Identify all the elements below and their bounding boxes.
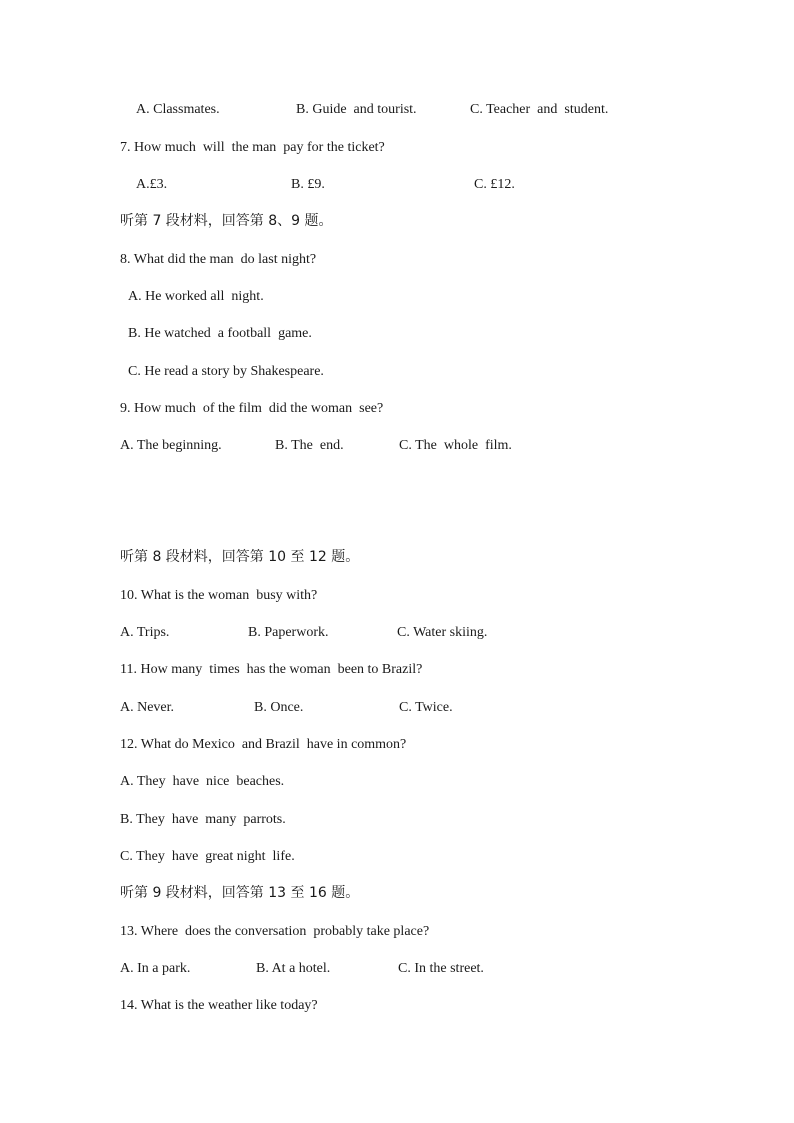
q8-question: 8. What did the man do last night? (120, 252, 317, 267)
q7-option-a: A.£3. (136, 177, 168, 192)
q12-option-c: C. They have great night life. (120, 849, 295, 864)
q14-question: 14. What is the weather like today? (120, 998, 318, 1013)
q11-option-a: A. Never. (120, 700, 175, 715)
q10-option-b: B. Paperwork. (248, 625, 329, 640)
q12-option-a: A. They have nice beaches. (120, 774, 285, 789)
q9-option-c: C. The whole film. (399, 438, 512, 453)
section-8-heading: 听第 8 段材料，回答第 10 至 12 题。 (120, 549, 360, 565)
q7-question: 7. How much will the man pay for the ticket? (120, 140, 385, 155)
q9-question: 9. How much of the film did the woman see? (120, 401, 384, 416)
q7-option-b: B. £9. (291, 177, 325, 192)
q9-option-b: B. The end. (275, 438, 344, 453)
q12-option-b: B. They have many parrots. (120, 812, 286, 827)
q6-option-a: A. Classmates. (136, 102, 220, 117)
q13-question: 13. Where does the conversation probably take place? (120, 924, 430, 939)
section-7-heading: 听第 7 段材料，回答第 8、9 题。 (120, 213, 333, 229)
q13-option-b: B. At a hotel. (256, 961, 331, 976)
q11-option-b: B. Once. (254, 700, 304, 715)
q11-question: 11. How many times has the woman been to Brazil? (120, 662, 423, 677)
q7-option-c: C. £12. (474, 177, 515, 192)
section-9-heading: 听第 9 段材料，回答第 13 至 16 题。 (120, 885, 360, 901)
q10-question: 10. What is the woman busy with? (120, 588, 318, 603)
q8-option-c: C. He read a story by Shakespeare. (128, 364, 324, 379)
q9-option-a: A. The beginning. (120, 438, 222, 453)
q8-option-b: B. He watched a football game. (128, 326, 312, 341)
q6-option-c: C. Teacher and student. (470, 102, 609, 117)
q12-question: 12. What do Mexico and Brazil have in common? (120, 737, 407, 752)
q6-option-b: B. Guide and tourist. (296, 102, 417, 117)
q11-option-c: C. Twice. (399, 700, 453, 715)
q8-option-a: A. He worked all night. (128, 289, 264, 304)
q10-option-a: A. Trips. (120, 625, 170, 640)
q13-option-a: A. In a park. (120, 961, 191, 976)
q10-option-c: C. Water skiing. (397, 625, 488, 640)
q13-option-c: C. In the street. (398, 961, 484, 976)
